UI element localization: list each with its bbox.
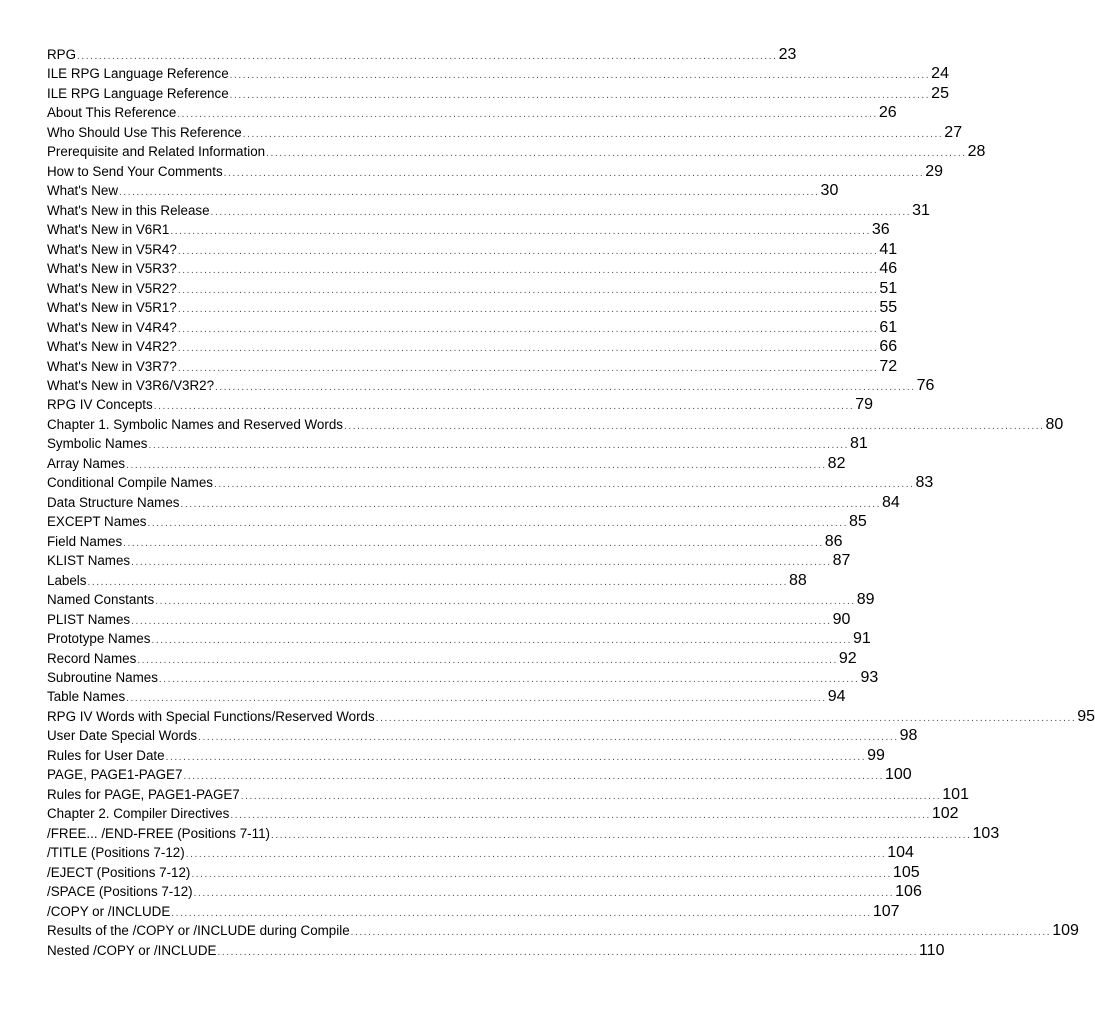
toc-entry-title[interactable]: EXCEPT Names (47, 514, 147, 530)
toc-entry-title[interactable]: How to Send Your Comments (47, 163, 223, 179)
dot-leader: ................................................................................................................................................................ (177, 245, 879, 257)
toc-entry-page-number[interactable]: 95 (1077, 707, 1095, 725)
toc-entry[interactable] (47, 181, 839, 200)
dot-leader: ................................................................................................................................................................ (177, 362, 879, 374)
dot-leader: ................................................................................................................................................................ (177, 304, 879, 316)
toc-entry-title[interactable]: What's New (47, 183, 119, 199)
toc-entry-page-number[interactable]: 103 (972, 824, 1000, 842)
dot-leader: ................................................................................................................................................................ (131, 557, 832, 569)
toc-entry-page-number[interactable]: 26 (878, 104, 897, 122)
dot-leader: ................................................................................................................................................................ (171, 907, 872, 919)
toc-entry-page-number[interactable]: 99 (867, 746, 885, 764)
toc-entry-title[interactable]: Chapter 2. Compiler Directives (47, 806, 230, 822)
toc-entry-title[interactable]: /TITLE (Positions 7-12) (47, 845, 185, 861)
dot-leader: ................................................................................................................................................................ (170, 226, 871, 238)
toc-entry-page-number[interactable]: 89 (856, 591, 875, 609)
toc-entry[interactable] (47, 376, 935, 395)
toc-entry[interactable] (47, 318, 898, 337)
dot-leader: ................................................................................................................................................................ (119, 187, 820, 199)
dot-leader: ................................................................................................................................................................ (242, 128, 944, 140)
toc-entry-page-number[interactable]: 29 (925, 162, 943, 180)
toc-entry[interactable] (47, 687, 846, 706)
dot-leader: ................................................................................................................................................................ (266, 148, 967, 160)
toc-entry-page-number[interactable]: 86 (824, 532, 843, 550)
dot-leader: ................................................................................................................................................................ (177, 265, 879, 277)
toc-entry-title[interactable]: Rules for User Date (47, 747, 165, 763)
toc-entry-title[interactable]: /COPY or /INCLUDE (47, 903, 171, 919)
toc-entry-title[interactable]: Named Constants (47, 592, 155, 608)
toc-entry[interactable] (47, 941, 945, 960)
toc-entry-page-number[interactable]: 84 (882, 493, 900, 511)
toc-entry-page-number[interactable]: 27 (944, 123, 963, 141)
dot-leader: ................................................................................................................................................................ (191, 868, 892, 880)
dot-leader: ................................................................................................................................................................ (375, 712, 1077, 724)
toc-entry-page-number[interactable]: 25 (931, 84, 949, 102)
toc-entry-title[interactable]: What's New in V3R6/V3R2? (47, 377, 215, 393)
toc-entry[interactable] (47, 493, 900, 512)
toc-entry[interactable] (47, 454, 846, 473)
toc-entry-title[interactable]: Conditional Compile Names (47, 475, 213, 491)
toc-entry-page-number[interactable]: 51 (879, 279, 898, 297)
toc-entry[interactable] (47, 804, 959, 823)
dot-leader: ................................................................................................................................................................ (343, 420, 1045, 432)
dot-leader: ................................................................................................................................................................ (215, 381, 916, 393)
toc-entry-title[interactable]: Table Names (47, 689, 126, 705)
toc-entry[interactable] (47, 220, 890, 239)
dot-leader: ................................................................................................................................................................ (270, 829, 972, 841)
dot-leader: ................................................................................................................................................................ (230, 810, 931, 822)
toc-entry-title[interactable]: /SPACE (Positions 7-12) (47, 884, 193, 900)
toc-entry-title[interactable]: What's New in V5R2? (47, 280, 177, 296)
toc-entry[interactable] (47, 395, 874, 414)
dot-leader: ................................................................................................................................................................ (185, 849, 887, 861)
dot-leader: ................................................................................................................................................................ (177, 323, 879, 335)
toc-entry-title[interactable]: Record Names (47, 650, 137, 666)
toc-entry[interactable] (47, 298, 898, 317)
toc-entry-page-number[interactable]: 105 (892, 863, 920, 881)
toc-entry-title[interactable]: Field Names (47, 533, 123, 549)
toc-entry[interactable] (47, 337, 898, 356)
dot-leader: ................................................................................................................................................................ (148, 440, 849, 452)
toc-entry[interactable] (47, 785, 969, 804)
toc-entry-page-number[interactable]: 82 (827, 454, 846, 472)
toc-entry-title[interactable]: /EJECT (Positions 7-12) (47, 864, 191, 880)
dot-leader: ................................................................................................................................................................ (223, 167, 925, 179)
toc-entry-title[interactable]: What's New in V4R4? (47, 319, 177, 335)
toc-entry-title[interactable]: What's New in V5R1? (47, 300, 177, 316)
toc-entry-title[interactable]: Prerequisite and Related Information (47, 144, 266, 160)
dot-leader: ................................................................................................................................................................ (229, 70, 931, 82)
toc-entry[interactable] (47, 162, 943, 181)
dot-leader: ................................................................................................................................................................ (229, 89, 931, 101)
toc-entry-title[interactable]: Array Names (47, 455, 126, 471)
toc-entry[interactable] (47, 473, 934, 492)
toc-entry[interactable] (47, 707, 1095, 726)
toc-entry-page-number[interactable]: 61 (879, 318, 898, 336)
toc-entry-page-number[interactable]: 90 (832, 610, 851, 628)
toc-entry-page-number[interactable]: 92 (838, 649, 857, 667)
toc-entry[interactable] (47, 434, 868, 453)
toc-entry[interactable] (47, 590, 875, 609)
toc-entry-title[interactable]: RPG IV Words with Special Functions/Reserved Words (47, 708, 375, 724)
toc-entry-title[interactable]: /FREE... /END-FREE (Positions 7-11) (47, 825, 270, 841)
toc-entry-page-number[interactable]: 36 (871, 221, 890, 239)
dot-leader: ................................................................................................................................................................ (183, 771, 884, 783)
toc-entry-page-number[interactable]: 107 (872, 902, 900, 920)
toc-entry[interactable] (47, 551, 851, 570)
dot-leader: ................................................................................................................................................................ (147, 518, 848, 530)
dot-leader: ................................................................................................................................................................ (180, 498, 881, 510)
toc-entry[interactable] (47, 824, 1000, 843)
toc-entry-page-number[interactable]: 104 (887, 844, 914, 862)
toc-entry-page-number[interactable]: 81 (850, 435, 868, 453)
toc-entry-title[interactable]: Symbolic Names (47, 436, 148, 452)
dot-leader: ................................................................................................................................................................ (126, 459, 827, 471)
toc-entry[interactable] (47, 532, 843, 551)
toc-entry-page-number[interactable]: 76 (916, 376, 935, 394)
toc-entry[interactable] (47, 921, 1079, 940)
toc-entry[interactable] (47, 103, 897, 122)
toc-entry[interactable] (47, 357, 898, 376)
toc-entry-title[interactable]: What's New in V4R2? (47, 339, 177, 355)
toc-entry[interactable] (47, 882, 922, 901)
toc-entry-page-number[interactable]: 23 (778, 46, 797, 63)
toc-entry[interactable] (47, 123, 963, 142)
toc-entry[interactable] (47, 259, 898, 278)
dot-leader: ................................................................................................................................................................ (87, 576, 788, 588)
toc-entry-title[interactable]: Rules for PAGE, PAGE1-PAGE7 (47, 786, 240, 802)
toc-entry-page-number[interactable]: 66 (879, 338, 898, 356)
toc-entry-page-number[interactable]: 83 (915, 474, 934, 492)
toc-entry-title[interactable]: Results of the /COPY or /INCLUDE during Compile (47, 923, 350, 939)
table-of-contents (47, 45, 1095, 960)
toc-entry-page-number[interactable]: 101 (942, 785, 969, 803)
dot-leader: ................................................................................................................................................................ (153, 401, 855, 413)
toc-entry-page-number[interactable]: 93 (860, 669, 879, 686)
toc-entry-title[interactable]: Labels (47, 572, 87, 588)
toc-entry-title[interactable]: KLIST Names (47, 553, 131, 569)
toc-entry[interactable] (47, 240, 898, 259)
toc-entry-title[interactable]: User Date Special Words (47, 728, 198, 744)
toc-entry-page-number[interactable]: 109 (1052, 922, 1079, 940)
dot-leader: ................................................................................................................................................................ (158, 674, 860, 685)
toc-entry-page-number[interactable]: 79 (855, 396, 874, 414)
toc-entry[interactable] (47, 142, 986, 161)
toc-entry-title[interactable]: Data Structure Names (47, 494, 180, 510)
toc-entry[interactable] (47, 629, 871, 648)
dot-leader: ................................................................................................................................................................ (177, 284, 879, 296)
dot-leader: ................................................................................................................................................................ (126, 693, 827, 705)
toc-entry-title[interactable]: PLIST Names (47, 611, 131, 627)
dot-leader: ................................................................................................................................................................ (177, 343, 879, 355)
toc-entry-page-number[interactable]: 87 (832, 552, 851, 570)
toc-entry-page-number[interactable]: 31 (912, 201, 930, 219)
dot-leader: ................................................................................................................................................................ (198, 732, 899, 744)
toc-entry-title[interactable]: ILE RPG Language Reference (47, 85, 229, 101)
toc-entry[interactable] (47, 765, 912, 784)
toc-entry[interactable] (47, 84, 949, 103)
toc-entry-page-number[interactable]: 55 (879, 299, 898, 317)
toc-entry-page-number[interactable]: 102 (931, 805, 959, 823)
toc-entry-page-number[interactable]: 106 (895, 883, 922, 901)
toc-entry-title[interactable]: Chapter 1. Symbolic Names and Reserved Words (47, 416, 343, 432)
dot-leader: ................................................................................................................................................................ (213, 479, 915, 491)
dot-leader: ................................................................................................................................................................ (217, 946, 918, 958)
dot-leader: ................................................................................................................................................................ (210, 206, 912, 218)
dot-leader: ................................................................................................................................................................ (155, 596, 856, 608)
toc-entry-title[interactable]: Prototype Names (47, 631, 151, 647)
toc-entry-title[interactable]: Nested /COPY or /INCLUDE (47, 942, 217, 958)
toc-entry-page-number[interactable]: 28 (967, 143, 986, 161)
toc-entry-title[interactable]: About This Reference (47, 105, 177, 121)
toc-entry[interactable] (47, 668, 879, 687)
toc-entry-title[interactable]: What's New in V5R4? (47, 241, 177, 257)
toc-entry-page-number[interactable]: 91 (852, 630, 871, 648)
toc-entry-page-number[interactable]: 88 (789, 571, 807, 589)
toc-entry-page-number[interactable]: 110 (918, 941, 945, 959)
dot-leader: ................................................................................................................................................................ (165, 751, 867, 763)
toc-entry-title[interactable]: RPG (47, 47, 77, 62)
dot-leader: ................................................................................................................................................................ (151, 635, 852, 647)
toc-entry[interactable] (47, 649, 857, 668)
toc-entry[interactable] (47, 843, 914, 862)
toc-entry-page-number[interactable]: 24 (931, 65, 949, 83)
dot-leader: ................................................................................................................................................................ (123, 537, 824, 549)
toc-entry-page-number[interactable]: 100 (884, 766, 912, 784)
toc-entry-title[interactable]: What's New in V3R7? (47, 358, 177, 374)
toc-entry[interactable] (47, 512, 867, 531)
toc-entry-title[interactable]: Who Should Use This Reference (47, 124, 242, 140)
dot-leader: ................................................................................................................................................................ (177, 109, 878, 121)
toc-entry[interactable] (47, 726, 918, 745)
toc-entry[interactable] (47, 279, 898, 298)
toc-entry-page-number[interactable]: 41 (879, 240, 898, 258)
toc-entry[interactable] (47, 64, 949, 83)
toc-entry[interactable] (47, 902, 900, 921)
toc-entry-title[interactable]: RPG IV Concepts (47, 397, 153, 413)
toc-entry-page-number[interactable]: 98 (899, 727, 918, 745)
toc-entry[interactable] (47, 415, 1064, 434)
toc-entry-title[interactable]: PAGE, PAGE1-PAGE7 (47, 767, 183, 783)
toc-entry[interactable] (47, 746, 885, 765)
toc-entry-title[interactable]: ILE RPG Language Reference (47, 66, 229, 82)
dot-leader: ................................................................................................................................................................ (193, 888, 895, 900)
toc-entry[interactable] (47, 571, 807, 590)
dot-leader: ................................................................................................................................................................ (137, 654, 838, 666)
toc-entry-page-number[interactable]: 46 (879, 260, 898, 278)
dot-leader: ................................................................................................................................................................ (77, 51, 778, 62)
toc-entry[interactable] (47, 45, 797, 64)
toc-entry-title[interactable]: What's New in V6R1 (47, 222, 170, 238)
toc-entry-title[interactable]: What's New in V5R3? (47, 261, 177, 277)
toc-entry[interactable] (47, 201, 930, 220)
toc-entry-page-number[interactable]: 72 (879, 357, 898, 375)
toc-entry-page-number[interactable]: 94 (827, 688, 846, 706)
dot-leader: ................................................................................................................................................................ (131, 615, 832, 627)
dot-leader: ................................................................................................................................................................ (350, 927, 1052, 939)
dot-leader: ................................................................................................................................................................ (240, 790, 942, 802)
toc-entry[interactable] (47, 863, 920, 882)
toc-entry-title[interactable]: Subroutine Names (47, 670, 158, 685)
toc-entry-page-number[interactable]: 85 (849, 513, 867, 531)
toc-entry-title[interactable]: What's New in this Release (47, 202, 210, 218)
toc-entry-page-number[interactable]: 80 (1045, 415, 1064, 433)
toc-entry-page-number[interactable]: 30 (820, 182, 839, 200)
toc-entry[interactable] (47, 610, 851, 629)
